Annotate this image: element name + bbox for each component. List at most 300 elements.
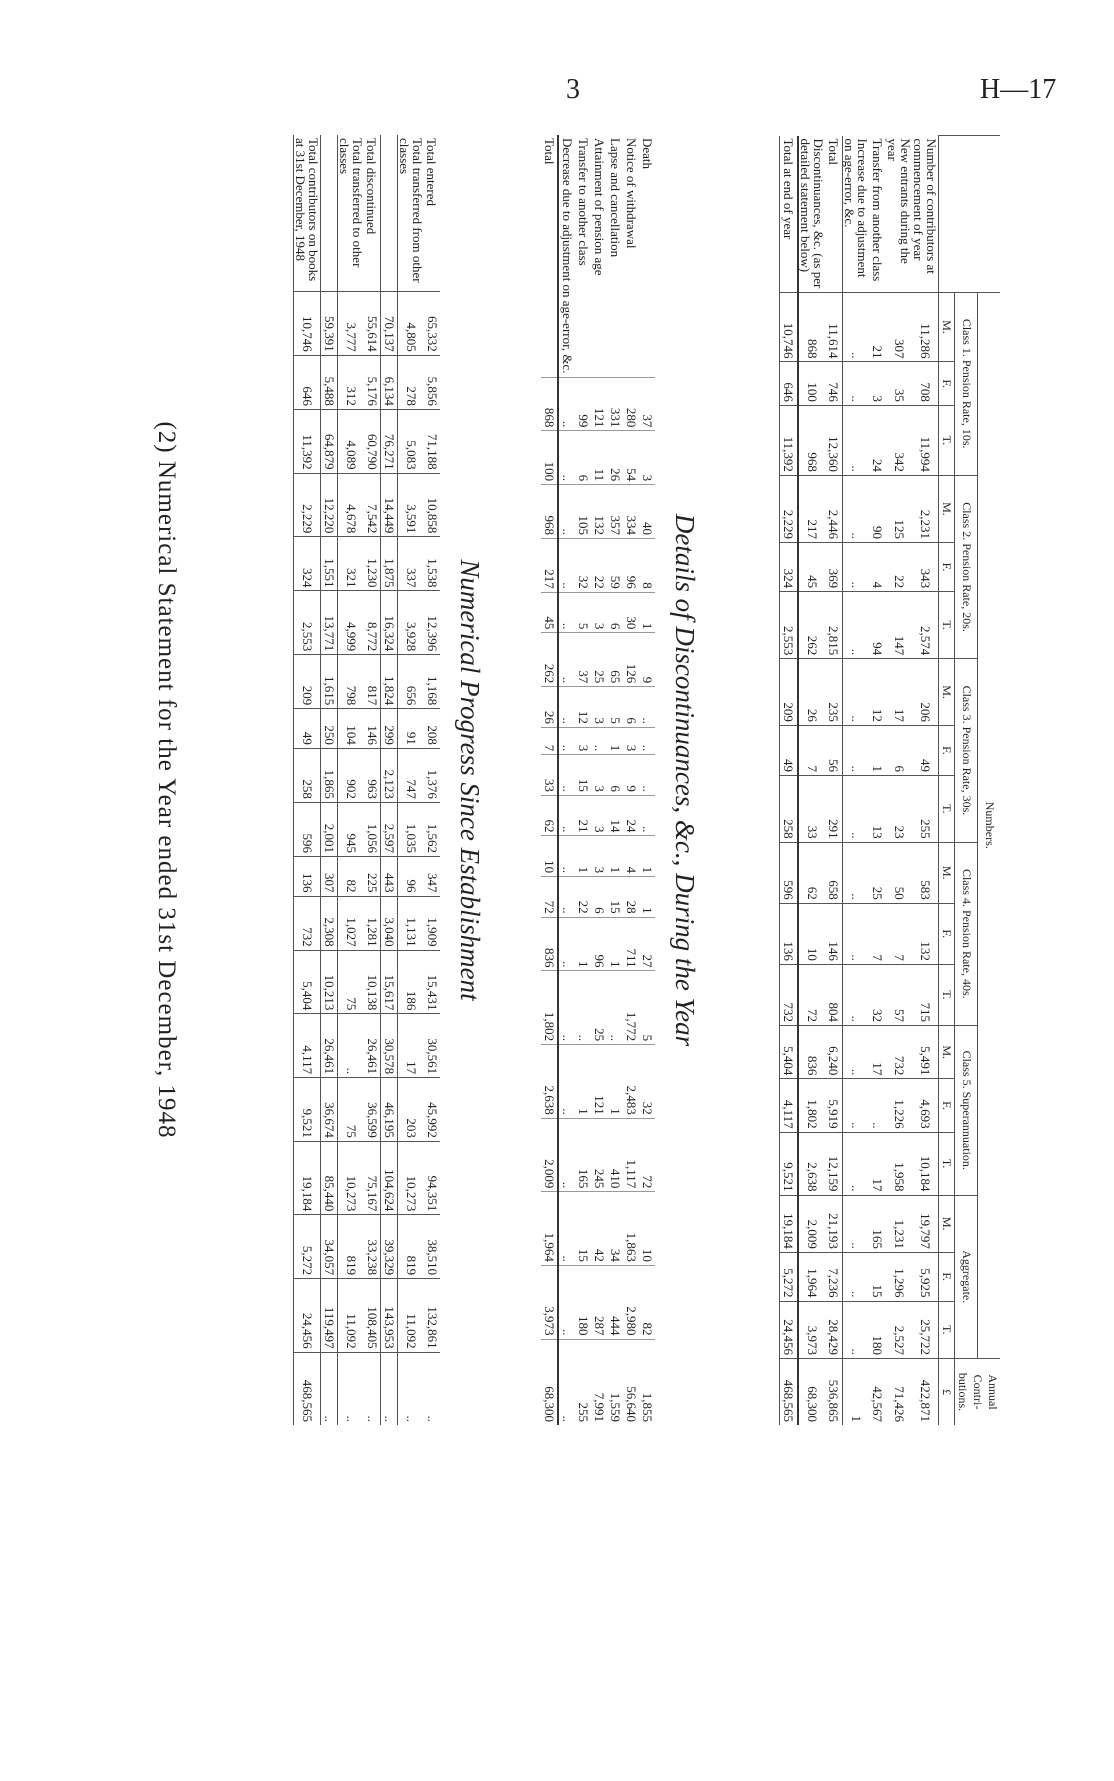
- cell-value: ..: [843, 475, 870, 542]
- cell-value: 1,538: [424, 537, 440, 591]
- cell-value: 37: [575, 633, 591, 687]
- row-label: Total: [825, 136, 843, 293]
- cell-value: 26,461: [321, 1014, 338, 1078]
- cell-value: 136: [780, 903, 799, 964]
- cell-value: 209: [780, 659, 799, 726]
- cell-value: 180: [575, 1265, 591, 1339]
- cell-value: 121: [591, 1045, 607, 1119]
- cell-value: 321: [338, 537, 365, 591]
- cell-value: 732: [294, 896, 321, 950]
- cell-value: ..: [398, 1352, 425, 1425]
- cell-value: 12: [869, 659, 886, 726]
- cell-value: 32: [869, 964, 886, 1025]
- cell-value: 5,925: [912, 1252, 939, 1301]
- cell-value: 15: [575, 755, 591, 796]
- sub-header-f: F.: [939, 1252, 955, 1301]
- cell-value: 14,449: [381, 473, 398, 537]
- cell-value: 536,865: [825, 1359, 843, 1426]
- cell-value: ..: [558, 592, 575, 633]
- cell-value: 72: [798, 964, 825, 1025]
- table-row: [398, 135, 425, 1425]
- cell-value: 7: [869, 903, 886, 964]
- cell-value: 24,456: [780, 1301, 799, 1359]
- cell-value: 59,391: [321, 292, 338, 356]
- cell-value: 1,909: [424, 896, 440, 950]
- table-row: [825, 136, 843, 1426]
- cell-value: 4,805: [398, 292, 425, 356]
- cell-value: 11,092: [398, 1279, 425, 1352]
- cell-value: 307: [886, 292, 912, 362]
- row-label: Lapse and cancellation: [608, 138, 623, 258]
- numbers-header: Numbers.: [978, 292, 1000, 1359]
- cell-value: 146: [825, 903, 843, 964]
- cell-value: 94: [869, 592, 886, 659]
- cell-value: 255: [575, 1339, 591, 1425]
- cell-value: 5: [639, 971, 655, 1045]
- cell-value: 121: [591, 377, 607, 431]
- cell-value: 235: [825, 659, 843, 726]
- cell-value: 444: [607, 1265, 623, 1339]
- cell-value: ..: [843, 405, 870, 475]
- row-label: Total transferred to other classes: [337, 138, 365, 268]
- cell-value: 291: [825, 776, 843, 843]
- cell-value: 36,599: [364, 1078, 381, 1142]
- cell-value: 2,009: [798, 1195, 825, 1252]
- cell-value: 1,772: [623, 971, 639, 1045]
- cell-value: 1: [575, 917, 591, 971]
- cell-value: 32: [639, 1045, 655, 1119]
- cell-value: 105: [575, 485, 591, 539]
- cell-value: 24,456: [294, 1279, 321, 1352]
- row-label: [321, 135, 338, 292]
- cell-value: ..: [558, 485, 575, 539]
- row-label: Total at end of year: [780, 136, 799, 293]
- cell-value: 12,360: [825, 405, 843, 475]
- cell-value: 10,858: [424, 473, 440, 537]
- cell-value: ..: [639, 687, 655, 728]
- cell-value: 55,614: [364, 292, 381, 356]
- cell-value: ..: [338, 1014, 365, 1078]
- table-row: [912, 136, 939, 1426]
- cell-value: ..: [843, 725, 870, 775]
- cell-value: 100: [798, 362, 825, 405]
- cell-value: 968: [541, 485, 558, 539]
- cell-value: 39,329: [381, 1215, 398, 1279]
- cell-value: 3: [639, 431, 655, 485]
- cell-value: 94,351: [424, 1141, 440, 1214]
- cell-value: 10: [541, 836, 558, 877]
- cell-value: 11,392: [294, 409, 321, 473]
- cell-value: 14: [607, 795, 623, 836]
- cell-value: 2,638: [541, 1045, 558, 1119]
- cell-value: 6: [623, 687, 639, 728]
- table-row: [798, 136, 825, 1426]
- cell-value: 10,184: [912, 1132, 939, 1195]
- cell-value: 468,565: [294, 1352, 321, 1425]
- cell-value: 17: [869, 1026, 886, 1079]
- cell-value: 1: [607, 727, 623, 754]
- cell-value: 19,184: [294, 1141, 321, 1214]
- cell-value: 2,980: [623, 1265, 639, 1339]
- row-label: Notice of withdrawal: [624, 138, 639, 249]
- cell-value: 91: [398, 709, 425, 749]
- cell-value: 136: [294, 856, 321, 896]
- cell-value: 7,991: [591, 1339, 607, 1425]
- cell-value: 868: [541, 377, 558, 431]
- table-row: [886, 136, 912, 1426]
- table-row: [338, 135, 365, 1425]
- cell-value: 30,578: [381, 1014, 398, 1078]
- cell-value: 143,953: [381, 1279, 398, 1352]
- cell-value: 6: [607, 592, 623, 633]
- cell-value: 68,300: [798, 1359, 825, 1426]
- cell-value: ..: [558, 431, 575, 485]
- cell-value: 1,875: [381, 537, 398, 591]
- cell-value: ..: [338, 1352, 365, 1425]
- cell-value: ..: [639, 795, 655, 836]
- cell-value: 5,856: [424, 355, 440, 409]
- cell-value: 108,405: [364, 1279, 381, 1352]
- cell-value: 422,871: [912, 1359, 939, 1426]
- cell-value: 2,009: [541, 1118, 558, 1192]
- cell-value: 37: [639, 377, 655, 431]
- cell-value: 82: [639, 1265, 655, 1339]
- cell-value: 5,404: [294, 950, 321, 1014]
- cell-value: 2,308: [321, 896, 338, 950]
- cell-value: 1: [639, 592, 655, 633]
- class-header: Class 4. Pension Rate, 40s.: [955, 842, 978, 1025]
- cell-value: 1,964: [798, 1252, 825, 1301]
- sub-header-t: T.: [939, 405, 955, 475]
- cell-value: 7: [886, 903, 912, 964]
- cell-value: 25: [591, 971, 607, 1045]
- cell-value: 3: [591, 755, 607, 796]
- cell-value: 819: [338, 1215, 365, 1279]
- cell-value: 75,167: [364, 1141, 381, 1214]
- cell-value: ..: [575, 971, 591, 1045]
- row-label: Total: [541, 135, 558, 377]
- cell-value: 12,396: [424, 591, 440, 655]
- cell-value: 1,226: [886, 1079, 912, 1132]
- cell-value: 715: [912, 964, 939, 1025]
- cell-value: 2,553: [294, 591, 321, 655]
- cell-value: 2,446: [825, 475, 843, 542]
- cell-value: 963: [364, 748, 381, 802]
- cell-value: 72: [639, 1118, 655, 1192]
- cell-value: 225: [364, 856, 381, 896]
- row-label: Transfer from another class: [870, 138, 885, 282]
- cell-value: 1,230: [364, 537, 381, 591]
- cell-value: 1,964: [541, 1192, 558, 1266]
- cell-value: 70,137: [381, 292, 398, 356]
- cell-value: 468,565: [780, 1359, 799, 1426]
- cell-value: 369: [825, 543, 843, 592]
- cell-value: 12,159: [825, 1132, 843, 1195]
- cell-value: 1,056: [364, 802, 381, 856]
- table-row: [843, 136, 870, 1426]
- cell-value: ..: [843, 292, 870, 362]
- cell-value: 21,193: [825, 1195, 843, 1252]
- cell-value: ..: [558, 917, 575, 971]
- cell-value: 2,553: [780, 592, 799, 659]
- cell-value: 11,092: [338, 1279, 365, 1352]
- cell-value: 1: [607, 1045, 623, 1119]
- sub-header-f: F.: [939, 903, 955, 964]
- cell-value: 68,300: [541, 1339, 558, 1425]
- cell-value: 1,131: [398, 896, 425, 950]
- cell-value: 11,994: [912, 405, 939, 475]
- cell-value: 3: [623, 727, 639, 754]
- cell-value: 968: [798, 405, 825, 475]
- cell-value: 19,797: [912, 1195, 939, 1252]
- cell-value: 868: [798, 292, 825, 362]
- cell-value: 1,855: [639, 1339, 655, 1425]
- cell-value: 82: [338, 856, 365, 896]
- cell-value: 342: [886, 405, 912, 475]
- cell-value: 21: [869, 292, 886, 362]
- table-row: [541, 135, 558, 1425]
- row-label: Total contributors on books at 31st December, 1948: [294, 135, 321, 292]
- cell-value: 100: [541, 431, 558, 485]
- cell-value: 50: [886, 842, 912, 903]
- cell-value: 9: [639, 633, 655, 687]
- cell-value: 4: [869, 543, 886, 592]
- cell-value: 36,674: [321, 1078, 338, 1142]
- cell-value: 54: [623, 431, 639, 485]
- cell-value: 1,824: [381, 655, 398, 709]
- cell-value: 2,123: [381, 748, 398, 802]
- cell-value: 836: [541, 917, 558, 971]
- table-row: [607, 135, 623, 1425]
- cell-value: ..: [843, 842, 870, 903]
- cell-value: 410: [607, 1118, 623, 1192]
- table-row: [424, 135, 440, 1425]
- cell-value: 71,426: [886, 1359, 912, 1426]
- cell-value: 13,771: [321, 591, 338, 655]
- cell-value: 1: [843, 1359, 870, 1426]
- cell-value: 147: [886, 592, 912, 659]
- sub-header-m: M.: [939, 292, 955, 362]
- cell-value: 902: [338, 748, 365, 802]
- sub-header-f: F.: [939, 543, 955, 592]
- cell-value: 25,722: [912, 1301, 939, 1359]
- cell-value: 25: [591, 633, 607, 687]
- cell-value: 1,296: [886, 1252, 912, 1301]
- cell-value: ..: [843, 362, 870, 405]
- cell-value: 96: [623, 538, 639, 592]
- row-label: Total transferred from other classes: [397, 138, 425, 283]
- cell-value: 1: [639, 877, 655, 918]
- statement-title: (2) Numerical Statement for the Year ended 31st December, 1948: [153, 421, 180, 1139]
- row-label: Total discontinued: [364, 135, 381, 292]
- cell-value: 1,562: [424, 802, 440, 856]
- cell-value: 3: [869, 362, 886, 405]
- cell-value: ..: [843, 776, 870, 843]
- cell-value: 262: [541, 633, 558, 687]
- cell-value: 8,772: [364, 591, 381, 655]
- cell-value: 343: [912, 543, 939, 592]
- cell-value: 46,195: [381, 1078, 398, 1142]
- cell-value: ..: [843, 903, 870, 964]
- cell-value: 34: [607, 1192, 623, 1266]
- cell-value: 2,574: [912, 592, 939, 659]
- cell-value: ..: [558, 1339, 575, 1425]
- cell-value: 287: [591, 1265, 607, 1339]
- table-row: [623, 135, 639, 1425]
- cell-value: ..: [321, 1352, 338, 1425]
- sub-header-m: M.: [939, 475, 955, 542]
- cell-value: 12,220: [321, 473, 338, 537]
- cell-value: 1,615: [321, 655, 338, 709]
- cell-value: 26: [541, 687, 558, 728]
- table-row: [364, 135, 381, 1425]
- cell-value: 258: [780, 776, 799, 843]
- cell-value: 596: [294, 802, 321, 856]
- cell-value: 17: [398, 1014, 425, 1078]
- cell-value: 280: [623, 377, 639, 431]
- cell-value: 99: [575, 377, 591, 431]
- cell-value: 5: [575, 592, 591, 633]
- cell-value: 1: [869, 725, 886, 775]
- cell-value: 3,040: [381, 896, 398, 950]
- cell-value: 5,083: [398, 409, 425, 473]
- cell-value: 203: [398, 1078, 425, 1142]
- cell-value: 33: [798, 776, 825, 843]
- cell-value: 28,429: [825, 1301, 843, 1359]
- annual-contributions-header: Annual Contri- butions.: [955, 1359, 1001, 1426]
- cell-value: 217: [798, 475, 825, 542]
- cell-value: 49: [912, 725, 939, 775]
- discontinuances-title: Details of Discontinuances, &c., During the Year: [670, 513, 700, 1047]
- row-label: Increase due to adjustment on age-error, &c.: [842, 138, 870, 278]
- class-header: Class 5. Superannuation.: [955, 1026, 978, 1196]
- cell-value: 746: [825, 362, 843, 405]
- cell-value: 2,229: [294, 473, 321, 537]
- discontinuances-table: [541, 135, 655, 1425]
- cell-value: 804: [825, 964, 843, 1025]
- cell-value: 45,992: [424, 1078, 440, 1142]
- cell-value: ..: [558, 795, 575, 836]
- cell-value: ..: [843, 1195, 870, 1252]
- cell-value: 10,746: [294, 292, 321, 356]
- cell-value: ..: [843, 964, 870, 1025]
- cell-value: 5,919: [825, 1079, 843, 1132]
- cell-value: ..: [843, 1079, 870, 1132]
- cell-value: ..: [558, 755, 575, 796]
- row-label: Transfer to another class: [576, 138, 591, 266]
- cell-value: 42: [591, 1192, 607, 1266]
- cell-value: 1,863: [623, 1192, 639, 1266]
- progress-title: Numerical Progress Since Establishment: [455, 559, 485, 1001]
- rotated-content: [153, 135, 1000, 1425]
- cell-value: 324: [294, 537, 321, 591]
- row-label: [381, 135, 398, 292]
- cell-value: 13: [869, 776, 886, 843]
- row-label: Decrease due to adjustment on age-error, &c.: [560, 138, 575, 374]
- cell-value: 132: [591, 485, 607, 539]
- cell-value: ..: [381, 1352, 398, 1425]
- cell-value: 26: [798, 659, 825, 726]
- cell-value: 15,617: [381, 950, 398, 1014]
- cell-value: 33,238: [364, 1215, 381, 1279]
- cell-value: 42,567: [869, 1359, 886, 1426]
- cell-value: 1,281: [364, 896, 381, 950]
- page-reference: H—17: [980, 74, 1057, 105]
- cell-value: 262: [798, 592, 825, 659]
- sub-header-m: M.: [939, 1026, 955, 1079]
- cell-value: 3: [591, 836, 607, 877]
- cell-value: 75: [338, 1078, 365, 1142]
- sub-header-m: M.: [939, 842, 955, 903]
- cell-value: 104: [338, 709, 365, 749]
- cell-value: 165: [869, 1195, 886, 1252]
- cell-value: 6: [591, 877, 607, 918]
- row-label: New entrants during the year: [885, 138, 913, 264]
- cell-value: 817: [364, 655, 381, 709]
- cell-value: 2,527: [886, 1301, 912, 1359]
- cell-value: 60,790: [364, 409, 381, 473]
- cell-value: 7,236: [825, 1252, 843, 1301]
- cell-value: 22: [575, 877, 591, 918]
- table-row: [558, 135, 575, 1425]
- cell-value: 56: [825, 725, 843, 775]
- class-header: Class 1. Pension Rate, 10s.: [955, 292, 978, 475]
- cell-value: ..: [558, 1265, 575, 1339]
- cell-value: 25: [869, 842, 886, 903]
- cell-value: ..: [558, 971, 575, 1045]
- cell-value: ..: [843, 1301, 870, 1359]
- cell-value: 90: [869, 475, 886, 542]
- label-column-header: [939, 136, 1001, 293]
- cell-value: 27: [639, 917, 655, 971]
- cell-value: 3: [575, 727, 591, 754]
- cell-value: 21: [575, 795, 591, 836]
- cell-value: 1,958: [886, 1132, 912, 1195]
- cell-value: 8: [639, 538, 655, 592]
- cell-value: 165: [575, 1118, 591, 1192]
- cell-value: 1,802: [541, 971, 558, 1045]
- sub-header-m: M.: [939, 659, 955, 726]
- table-row: [591, 135, 607, 1425]
- cell-value: 5,272: [294, 1215, 321, 1279]
- cell-value: 4,678: [338, 473, 365, 537]
- cell-value: 4,117: [780, 1079, 799, 1132]
- cell-value: 45: [798, 543, 825, 592]
- class-header: Class 2. Pension Rate, 20s.: [955, 475, 978, 658]
- cell-value: 10: [798, 903, 825, 964]
- sub-header-f: F.: [939, 362, 955, 405]
- cell-value: 206: [912, 659, 939, 726]
- cell-value: 245: [591, 1118, 607, 1192]
- cell-value: 4,089: [338, 409, 365, 473]
- table-row: [639, 135, 655, 1425]
- cell-value: 3,973: [541, 1265, 558, 1339]
- cell-value: 2,815: [825, 592, 843, 659]
- cell-value: 17: [869, 1132, 886, 1195]
- cell-value: 49: [294, 709, 321, 749]
- cell-value: 5,404: [780, 1026, 799, 1079]
- row-label: Discontinuances, &c. (as per detailed statement below): [798, 138, 826, 289]
- cell-value: 337: [398, 537, 425, 591]
- cell-value: 331: [607, 377, 623, 431]
- cell-value: 38,510: [424, 1215, 440, 1279]
- cell-value: 125: [886, 475, 912, 542]
- sub-header-t: T.: [939, 964, 955, 1025]
- cell-value: 65: [607, 633, 623, 687]
- cell-value: 1,027: [338, 896, 365, 950]
- cell-value: 180: [869, 1301, 886, 1359]
- cell-value: 1: [575, 1045, 591, 1119]
